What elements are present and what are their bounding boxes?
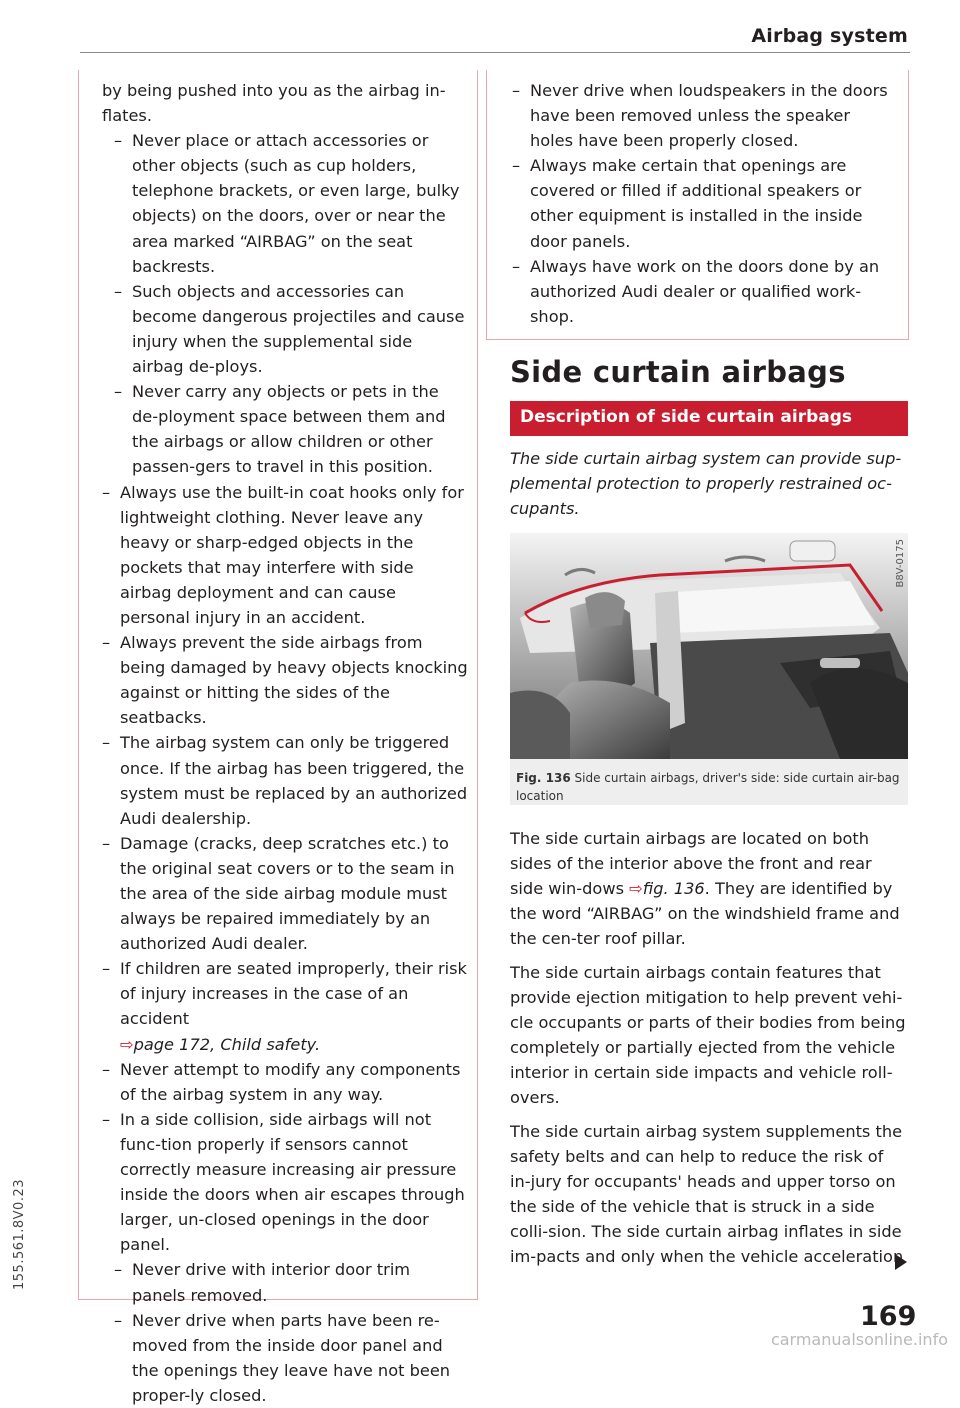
- list-item: – Such objects and accessories can become dangerous projectiles and cause injury when the supplemental side airbag de-ploys.: [114, 279, 468, 379]
- figure-caption-text: Side curtain airbags, driver's side: side curtain air-bag location: [516, 771, 900, 803]
- warning-list-right: [512, 78, 897, 329]
- list-item: – Never carry any objects or pets in the de-ployment space between them and the airbags or allow children or other passen-gers to travel in this position.: [114, 379, 468, 479]
- continue-arrow-icon: [895, 1254, 907, 1270]
- fig-136-link[interactable]: [629, 879, 705, 898]
- list-item: – Never attempt to modify any components of the airbag system in any way.: [102, 1057, 468, 1107]
- list-item: – Always make certain that openings are covered or filled if additional speakers or other equipment is installed in the inside door panels.: [512, 153, 897, 253]
- fig-136-link-text: fig. 136: [642, 879, 705, 899]
- body-text: The side curtain airbags are located on both sides of the interior above the front and rear side win-dows: [510, 829, 872, 899]
- side-document-code: 155.561.8V0.23: [12, 1179, 27, 1290]
- list-item: – Never drive when loudspeakers in the doors have been removed unless the speaker holes have been properly closed.: [512, 78, 897, 153]
- list-item: by being pushed into you as the airbag in-flates.: [102, 81, 446, 126]
- figure-label: Fig. 136: [516, 771, 571, 785]
- arrow-right-icon: ⇨: [629, 879, 643, 899]
- list-item: – Always use the built-in coat hooks only for lightweight clothing. Never leave any heavy or sharp-edged objects in the pockets that may interfere with side airbag deployment and can cause personal injury in an accident.: [102, 480, 468, 631]
- figure-caption: [516, 769, 904, 805]
- section-heading: Side curtain airbags: [510, 355, 846, 389]
- list-item: – Always prevent the side airbags from being damaged by heavy objects knocking against or hitting the sides of the seatbacks.: [102, 630, 468, 730]
- body-paragraph-1: [510, 826, 908, 951]
- body-paragraph-2: [510, 960, 908, 1111]
- watermark: carmanualsonline.info: [770, 1330, 948, 1349]
- list-item: – The airbag system can only be triggered once. If the airbag has been triggered, the system must be replaced by an authorized Audi dealership.: [102, 730, 468, 830]
- body-text: The side curtain airbags contain features that provide ejection mitigation to help prevent vehi-cle occupants or parts of their bodies from being completely or partially ejected from the vehicle interior in certain side impacts and vehicle roll-overs.: [510, 963, 906, 1108]
- figure-code: B8V-0175: [895, 539, 906, 588]
- car-interior-illustration: [510, 533, 908, 759]
- list-item: – Never drive with interior door trim panels removed.: [114, 1257, 468, 1307]
- figure-136: [510, 533, 908, 805]
- section-intro: The side curtain airbag system can provide sup-plemental protection to properly restrained oc-cupants.: [510, 449, 902, 519]
- list-item: – Never place or attach accessories or other objects (such as cup holders, telephone brackets, or even large, bulky objects) on the doors, over or near the area marked “AIRBAG” on the seat backrests.: [114, 128, 468, 279]
- body-paragraph-3: [510, 1119, 908, 1270]
- list-item-text: If children are seated improperly, their risk of injury increases in the case of an accident: [120, 959, 467, 1029]
- list-item: – Always have work on the doors done by an authorized Audi dealer or qualified work-shop.: [512, 254, 897, 329]
- header-rule: [80, 52, 910, 53]
- body-text: . They are identified by the word “AIRBAG” on the windshield frame and the cen-ter roof pillar.: [510, 879, 900, 949]
- child-safety-link[interactable]: [120, 1035, 320, 1054]
- child-safety-link-text: page 172, Child safety.: [133, 1034, 321, 1054]
- list-item: – In a side collision, side airbags will not func-tion properly if sensors cannot correctly measure increasing air pressure inside the doors when air escapes through larger, un-closed openings in the door panel.: [102, 1107, 468, 1258]
- body-text: The side curtain airbag system supplements the safety belts and can help to reduce the risk of in-jury for occupants' heads and upper torso on the side of the vehicle that is struck in a side colli-sion. The side curtain airbag inflates in side im-pacts and only when the vehicle acceleration: [510, 1122, 904, 1267]
- list-item: – Damage (cracks, deep scratches etc.) to the original seat covers or to the seam in the area of the side airbag module must always be repaired immediately by an authorized Audi dealer.: [102, 831, 468, 956]
- warning-list-left: [102, 78, 468, 1408]
- arrow-right-icon: ⇨: [120, 1034, 134, 1054]
- subsection-heading-bar: Description of side curtain airbags: [510, 401, 908, 436]
- running-header-title: Airbag system: [751, 25, 908, 47]
- list-item: [102, 956, 468, 1056]
- page-number: 169: [860, 1301, 917, 1332]
- list-item: – Never drive when parts have been re-moved from the inside door panel and the openings they leave have not been proper-ly closed.: [114, 1308, 468, 1408]
